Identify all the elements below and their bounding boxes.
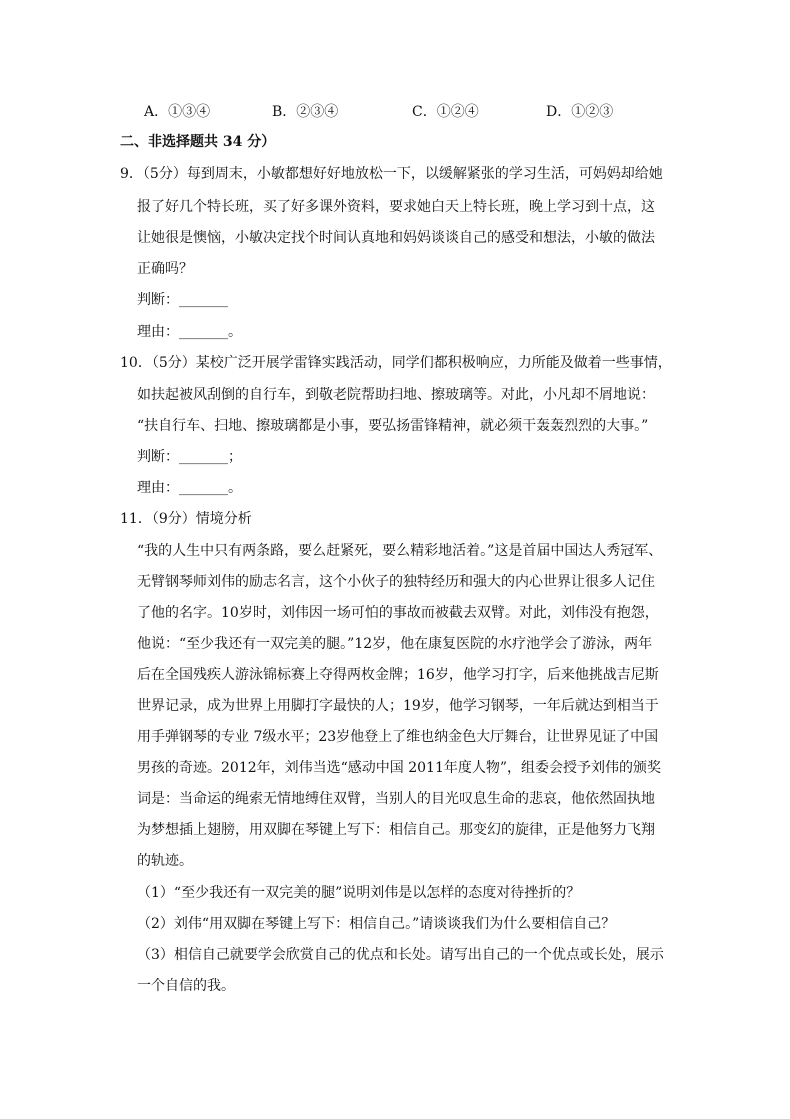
q10-line: 10．（5分）某校广泛开展学雷锋实践活动，同学们都积极响应，力所能及做着一些事情， [120,355,672,371]
q10-line: 如扶起被风刮倒的自行车，到敬老院帮助扫地、擦玻璃等。对此，小凡却不屑地说： [137,387,655,403]
q11-title: 11．（9分）情境分析 [120,511,252,527]
option-d: D．①②③ [546,104,614,120]
q9-reason: 理由：_______。 [137,324,242,340]
q11-passage-line: 了他的名字。10岁时，刘伟因一场可怕的事故而被截去双臂。对此，刘伟没有抱怨， [137,605,659,621]
q11-passage-line: 无臂钢琴师刘伟的励志名言，这个小伙子的独特经历和强大的内心世界让很多人记住 [137,574,655,590]
q9-judge: 判断：_______ [137,292,228,308]
q10-reason: 理由：_______。 [137,480,242,496]
q11-passage-line: 世界记录，成为世界上用脚打字最快的人；19岁，他学习钢琴，一年后就达到相当于 [137,698,659,714]
q11-passage-line: 词是：当命运的绳索无情地缚住双臂，当别人的目光叹息生命的悲哀，他依然固执地 [137,791,655,807]
q11-passage-line: 后在全国残疾人游泳锦标赛上夺得两枚金牌；16岁，他学习打字，后来他挑战吉尼斯 [137,667,659,683]
option-b: B．②③④ [272,104,339,120]
q10-judge: 判断：_______； [137,449,242,465]
q9-line: 让她很是懊恼，小敏决定找个时间认真地和妈妈谈谈自己的感受和想法，小敏的做法 [137,230,655,246]
q11-sub2: （2）刘伟“用双脚在琴键上写下：相信自己。”请谈谈我们为什么要相信自己？ [137,916,616,932]
q11-passage-line: “我的人生中只有两条路，要么赶紧死，要么精彩地活着。”这是首届中国达人秀冠军、 [137,543,663,559]
q11-passage-line: 男孩的奇迹。2012年，刘伟当选“感动中国 2011年度人物”，组委会授予刘伟的颁奖 [137,760,662,776]
option-a: A．①③④ [144,104,211,120]
q9-line: 9．（5分）每到周末，小敏都想好好地放松一下，以缓解紧张的学习生活，可妈妈却给她 [120,166,663,182]
q11-passage-line: 用手弹钢琴的专业 7级水平；23岁他登上了维也纳金色大厅舞台，让世界见证了中国 [137,729,659,745]
q11-passage-line: 为梦想插上翅膀，用双脚在琴键上写下：相信自己。那变幻的旋律，正是他努力飞翔 [137,822,655,838]
q11-sub3-line: 一个自信的我。 [137,978,235,994]
section-heading: 二、非选择题共 34 分） [120,134,276,150]
option-c: C．①②④ [412,104,479,120]
q9-line: 报了好几个特长班，买了好多课外资料，要求她白天上特长班，晚上学习到十点，这 [137,199,655,215]
q10-line: “扶自行车、扫地、擦玻璃都是小事，要弘扬雷锋精神，就必须干轰轰烈烈的大事。” [137,418,649,434]
q11-sub1: （1）“至少我还有一双完美的腿”说明刘伟是以怎样的态度对待挫折的？ [137,885,581,901]
q11-passage-line: 他说：“至少我还有一双完美的腿。”12岁，他在康复医院的水疗池学会了游泳，两年 [137,636,653,652]
q9-line: 正确吗？ [137,261,193,277]
q11-passage-line: 的轨迹。 [137,853,193,869]
q11-sub3-line: （3）相信自己就要学会欣赏自己的优点和长处。请写出自己的一个优点或长处，展示 [137,947,664,963]
